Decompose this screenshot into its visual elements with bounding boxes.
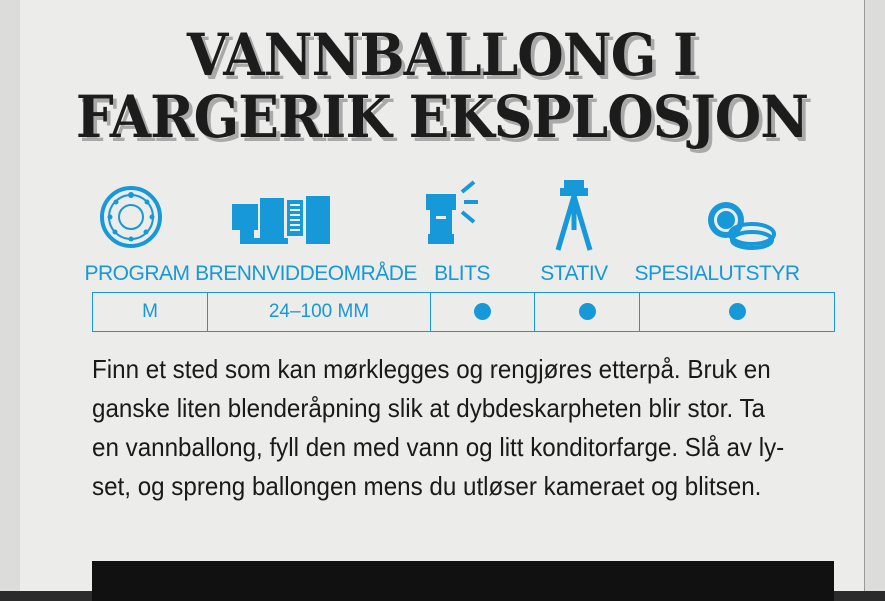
right-page-edge: [864, 0, 885, 591]
body-line-2: ganske liten blenderåpning slik at dybdeskarpheten blir stor. Ta: [92, 393, 766, 423]
flash-icon: [418, 180, 494, 257]
label-program: PROGRAM: [84, 262, 190, 285]
article-photo: [92, 561, 834, 601]
tripod-required-dot: [579, 303, 596, 320]
title-line-2: FARGERIK EKSPLOSJON: [75, 83, 809, 151]
label-flash: BLITS: [434, 262, 490, 285]
article-title: [54, 21, 830, 151]
magazine-page: [20, 0, 864, 591]
label-special-equipment: SPESIALUTSTYR: [634, 262, 800, 285]
tripod-icon: [550, 180, 598, 257]
flash-cell: [431, 293, 535, 332]
spec-table: [92, 292, 835, 332]
tripod-cell: [535, 293, 640, 332]
left-page-edge: [0, 0, 21, 591]
special-equipment-required-dot: [729, 303, 746, 320]
body-line-4: set, og spreng ballongen mens du utløser kameraet og blitsen.: [92, 471, 762, 501]
program-value: M: [93, 293, 208, 332]
article-body: [92, 350, 799, 506]
body-line-1: Finn et sted som kan mørklegges og rengjøres etterpå. Bruk en: [92, 354, 771, 384]
special-equipment-cell: [640, 293, 835, 332]
label-tripod: STATIV: [540, 262, 608, 285]
title-line-1: VANNBALLONG I: [186, 21, 698, 89]
label-focal-range: BRENNVIDDEOMRÅDE: [195, 262, 417, 285]
mode-dial-icon: [100, 186, 162, 253]
body-line-3: en vannballong, fyll den med vann og litt konditorfarge. Slå av ly-: [92, 432, 785, 462]
flash-required-dot: [474, 303, 491, 320]
camera-lens-icon: [232, 196, 330, 253]
focal-range-value: 24–100 MM: [208, 293, 431, 332]
spec-row: [93, 293, 835, 332]
filter-icon: [704, 200, 776, 255]
